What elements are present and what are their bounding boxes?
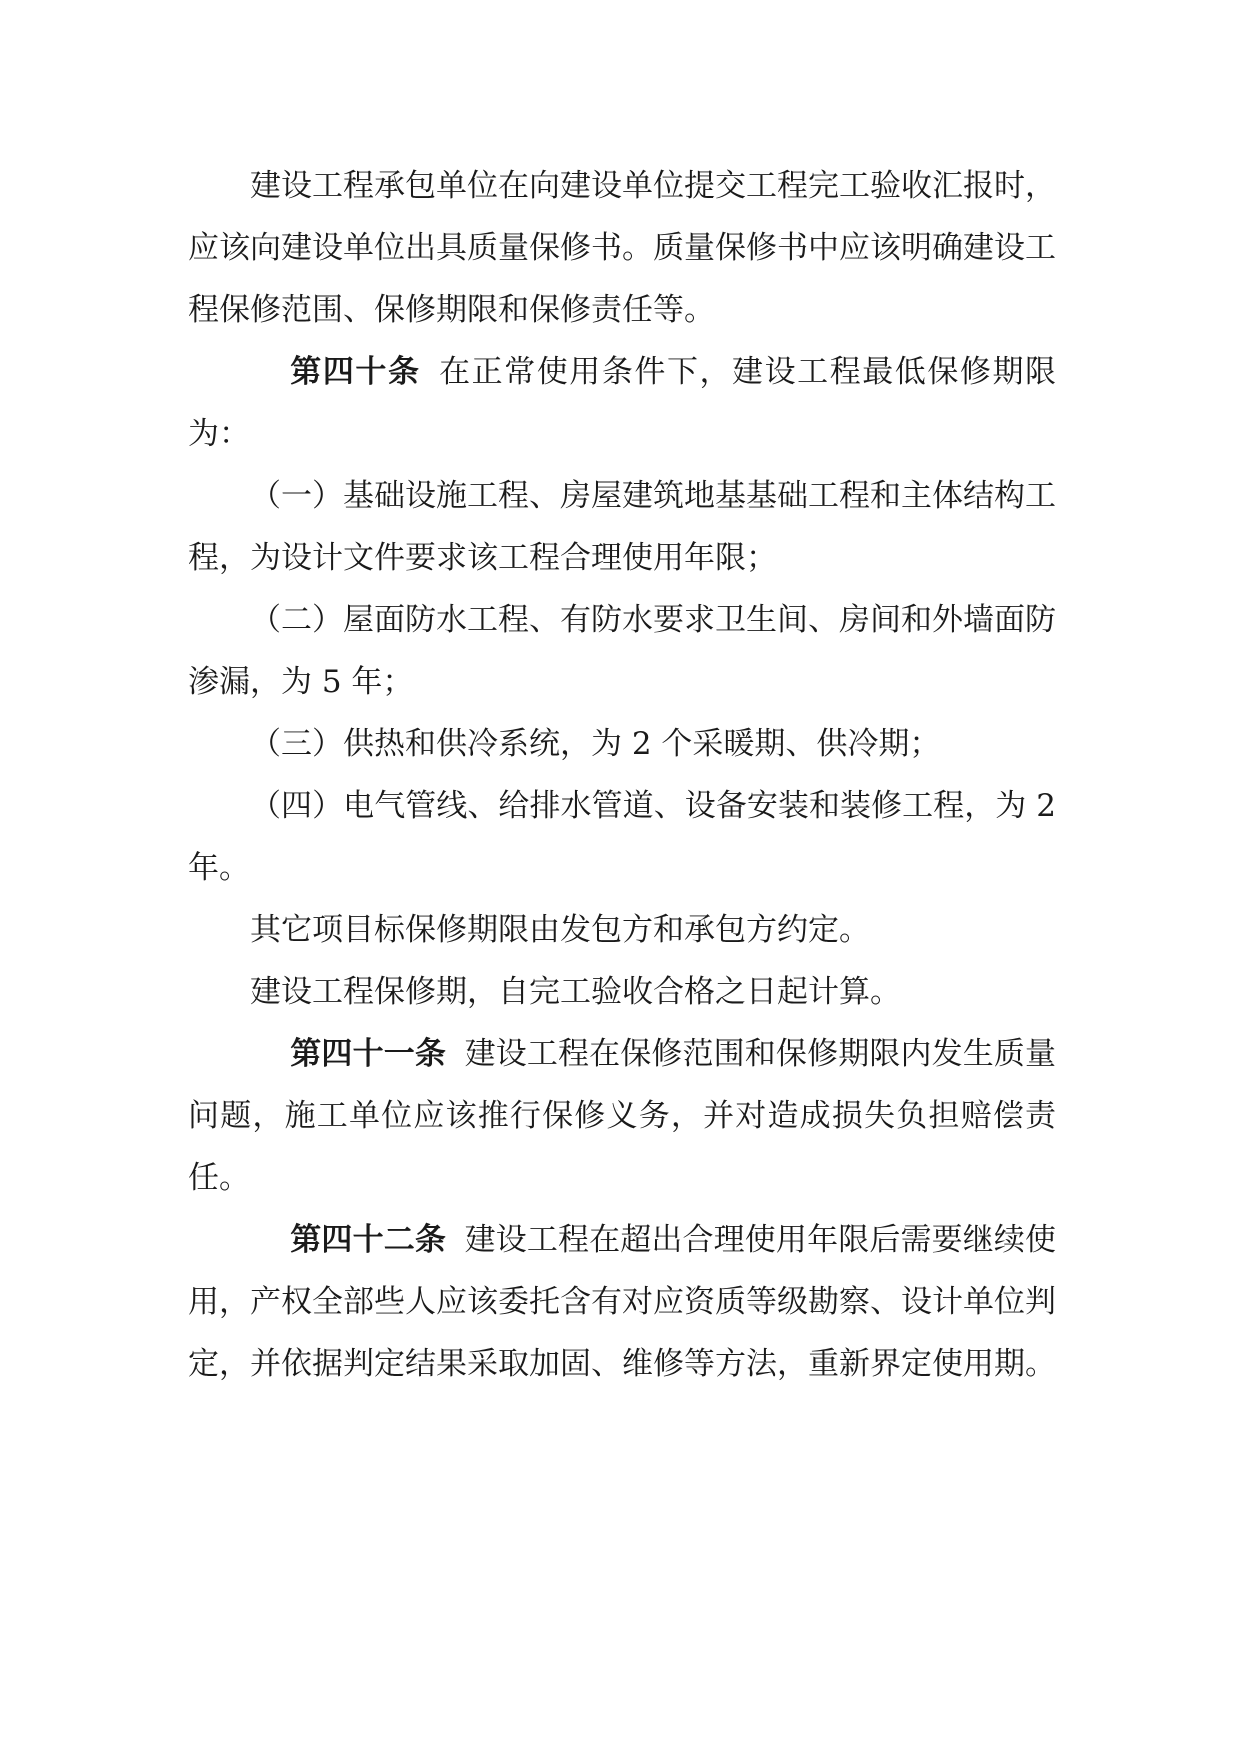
paragraph-text: （三）供热和供冷系统，为 2 个采暖期、供冷期； [250,726,941,762]
article-number: 第四十二条 [290,1222,446,1258]
document-body [188,155,1056,1395]
paragraph-text: 建设工程在超出合理使用年限后需要继续使用，产权全部些人应该委托含有对应资质等级勘察、设计单位判定，并依据判定结果采取加固、维修等方法，重新界定使用期。 [188,1222,1057,1382]
paragraph-item-4 [188,775,1056,899]
paragraph-warranty-certificate [188,155,1056,341]
paragraph-text: 其它项目标保修期限由发包方和承包方约定。 [250,912,870,948]
article-number: 第四十条 [290,354,421,390]
paragraph-warranty-start [188,961,1056,1023]
paragraph-article-41 [188,1023,1056,1209]
paragraph-item-3 [188,713,1056,775]
paragraph-item-1 [188,465,1056,589]
paragraph-item-2 [188,589,1056,713]
paragraph-article-40 [188,341,1056,465]
paragraph-text: （二）屋面防水工程、有防水要求卫生间、房间和外墙面防渗漏，为 5 年； [188,602,1056,700]
paragraph-article-42 [188,1209,1056,1395]
paragraph-text: 在正常使用条件下，建设工程最低保修期限为： [188,354,1056,452]
article-number: 第四十一条 [290,1036,446,1072]
paragraph-other-items [188,899,1056,961]
paragraph-text: （四）电气管线、给排水管道、设备安装和装修工程，为 2 年。 [188,788,1056,886]
paragraph-text: 建设工程承包单位在向建设单位提交工程完工验收汇报时，应该向建设单位出具质量保修书。质量保修书中应该明确建设工程保修范围、保修期限和保修责任等。 [188,168,1056,328]
paragraph-text: 建设工程在保修范围和保修期限内发生质量问题，施工单位应该推行保修义务，并对造成损失负担赔偿责任。 [188,1036,1057,1196]
paragraph-text: 建设工程保修期，自完工验收合格之日起计算。 [250,974,901,1010]
paragraph-text: （一）基础设施工程、房屋建筑地基基础工程和主体结构工程，为设计文件要求该工程合理使用年限； [188,478,1056,576]
